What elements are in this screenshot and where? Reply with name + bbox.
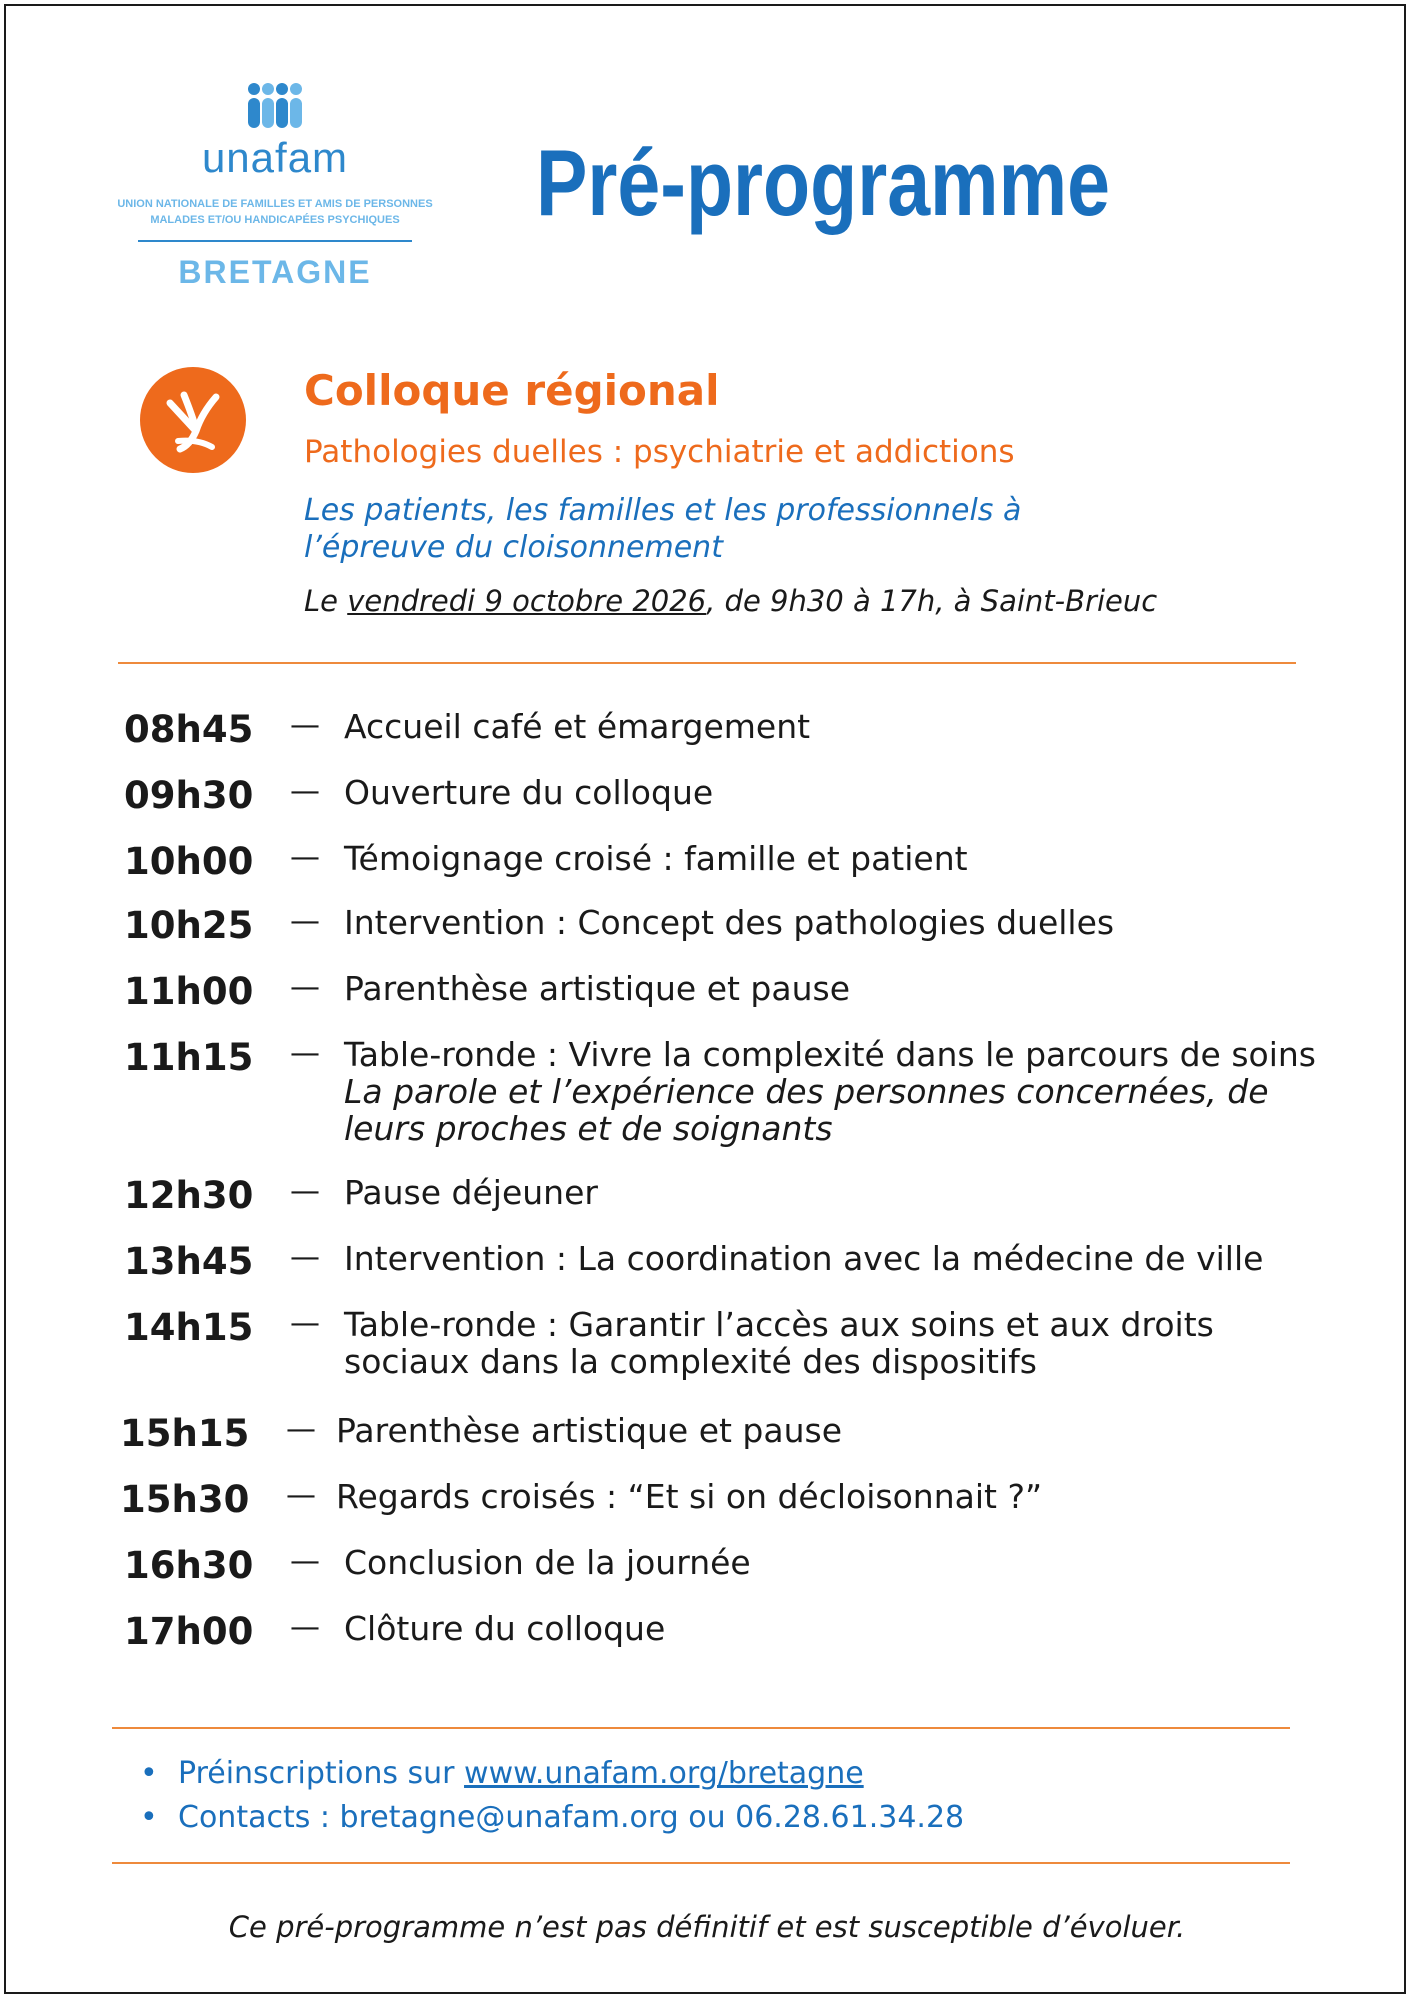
people-icon bbox=[246, 82, 304, 130]
schedule-item: Parenthèse artistique et pause bbox=[344, 969, 851, 1008]
separator-dash: — bbox=[290, 1240, 320, 1275]
schedule-item: Ouverture du colloque bbox=[344, 773, 714, 812]
divider-middle bbox=[112, 1727, 1290, 1729]
logo-subtitle bbox=[108, 196, 442, 228]
schedule-time: 08h45 bbox=[124, 708, 254, 751]
logo-region: BRETAGNE bbox=[178, 254, 372, 290]
separator-dash: — bbox=[290, 840, 320, 875]
separator-dash: — bbox=[290, 1306, 320, 1341]
schedule-time: 17h00 bbox=[124, 1610, 254, 1653]
bullet: • bbox=[140, 1800, 158, 1835]
schedule-time: 15h30 bbox=[120, 1478, 250, 1521]
logo-divider bbox=[138, 240, 412, 242]
registration-link[interactable]: www.unafam.org/bretagne bbox=[464, 1756, 864, 1791]
unafam-logo bbox=[108, 82, 442, 302]
separator-dash: — bbox=[290, 708, 320, 743]
schedule-item: Intervention : Concept des pathologies duelles bbox=[344, 903, 1115, 942]
separator-dash: — bbox=[290, 1544, 320, 1579]
separator-dash: — bbox=[290, 1036, 320, 1071]
event-title: Colloque régional bbox=[304, 366, 720, 415]
schedule-time: 10h25 bbox=[124, 904, 254, 947]
page-title: Pré-programme bbox=[536, 130, 1110, 235]
schedule-item: Parenthèse artistique et pause bbox=[336, 1411, 843, 1450]
logo-subtitle-line1: UNION NATIONALE DE FAMILLES ET AMIS DE PERSONNES bbox=[117, 198, 433, 210]
schedule-item: Conclusion de la journée bbox=[344, 1543, 751, 1582]
schedule-item-subtitle: leurs proches et de soignants bbox=[344, 1109, 833, 1148]
contacts-list bbox=[140, 1752, 964, 1840]
schedule-time: 14h15 bbox=[124, 1306, 254, 1349]
schedule-time: 12h30 bbox=[124, 1174, 254, 1217]
event-tagline bbox=[304, 492, 1204, 566]
separator-dash: — bbox=[286, 1478, 316, 1513]
schedule-item: Pause déjeuner bbox=[344, 1173, 598, 1212]
preinscription-text: Préinscriptions sur bbox=[178, 1756, 465, 1791]
separator-dash: — bbox=[286, 1412, 316, 1447]
schedule-item: Accueil café et émargement bbox=[344, 707, 811, 746]
separator-dash: — bbox=[290, 774, 320, 809]
schedule-time: 11h15 bbox=[124, 1036, 254, 1079]
list-item bbox=[140, 1796, 964, 1840]
schedule-item: Témoignage croisé : famille et patient bbox=[344, 839, 968, 878]
schedule-time: 11h00 bbox=[124, 970, 254, 1013]
schedule-item: Clôture du colloque bbox=[344, 1609, 666, 1648]
tagline-line-2: l’épreuve du cloisonnement bbox=[304, 530, 723, 565]
separator-dash: — bbox=[290, 970, 320, 1005]
disclaimer: Ce pré-programme n’est pas définitif et est susceptible d’évoluer. bbox=[228, 1910, 1186, 1944]
schedule-item-title-cont: sociaux dans la complexité des dispositifs bbox=[344, 1342, 1037, 1381]
schedule-item bbox=[344, 1306, 1214, 1380]
colloque-icon bbox=[140, 367, 246, 473]
schedule-item-subtitle: La parole et l’expérience des personnes concernées, de bbox=[344, 1072, 1269, 1111]
logo-wordmark: unafam bbox=[201, 134, 349, 181]
separator-dash: — bbox=[290, 1610, 320, 1645]
schedule-time: 15h15 bbox=[120, 1412, 250, 1455]
date-details: , de 9h30 à 17h, à Saint-Brieuc bbox=[706, 584, 1158, 618]
separator-dash: — bbox=[290, 1174, 320, 1209]
date-prefix: Le bbox=[304, 584, 348, 618]
tagline-line-1: Les patients, les familles et les professionnels à bbox=[304, 493, 1022, 528]
schedule-time: 13h45 bbox=[124, 1240, 254, 1283]
schedule-item: Intervention : La coordination avec la médecine de ville bbox=[344, 1239, 1264, 1278]
schedule-item-title: Table-ronde : Vivre la complexité dans le parcours de soins bbox=[344, 1035, 1316, 1074]
contacts-text: Contacts : bretagne@unafam.org ou 06.28.61.34.28 bbox=[178, 1800, 965, 1835]
divider-top bbox=[118, 662, 1296, 664]
date-value: vendredi 9 octobre 2026 bbox=[347, 584, 707, 618]
list-item bbox=[140, 1752, 964, 1796]
schedule-item-title: Table-ronde : Garantir l’accès aux soins et aux droits bbox=[344, 1305, 1214, 1344]
separator-dash: — bbox=[290, 904, 320, 939]
event-date bbox=[304, 584, 1157, 618]
divider-bottom bbox=[112, 1862, 1290, 1864]
event-subtitle: Pathologies duelles : psychiatrie et addictions bbox=[304, 434, 1015, 470]
schedule-item bbox=[344, 1036, 1316, 1147]
schedule-time: 10h00 bbox=[124, 840, 254, 883]
schedule-item: Regards croisés : “Et si on décloisonnait ?” bbox=[336, 1477, 1043, 1516]
bullet: • bbox=[140, 1756, 158, 1791]
schedule-time: 16h30 bbox=[124, 1544, 254, 1587]
logo-subtitle-line2: MALADES ET/OU HANDICAPÉES PSYCHIQUES bbox=[150, 214, 400, 226]
schedule-time: 09h30 bbox=[124, 774, 254, 817]
